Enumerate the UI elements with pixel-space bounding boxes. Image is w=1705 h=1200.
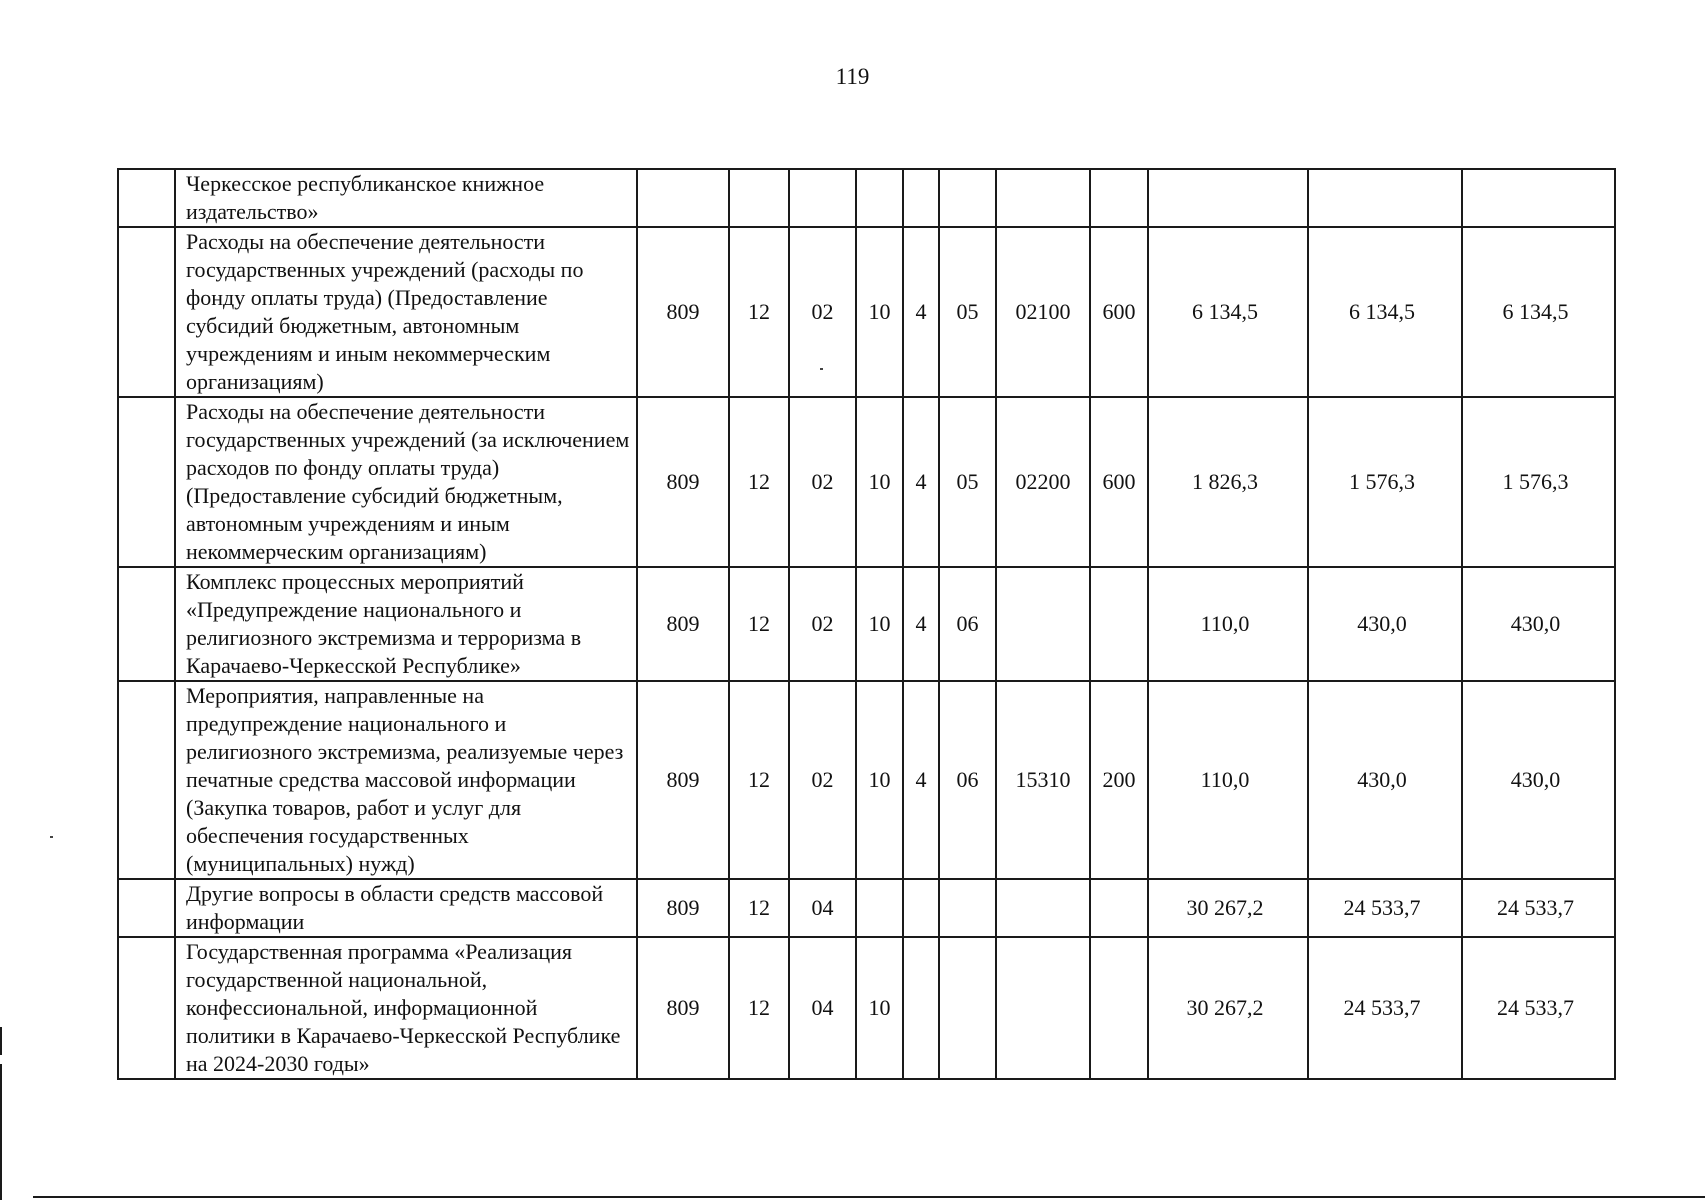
vr-code-cell: 600 [1090,397,1148,567]
cs-subprogram-cell: 05 [939,397,996,567]
pr-code-cell: 04 [789,937,856,1079]
bottom-rule [33,1196,1705,1198]
amount-cell-3: 430,0 [1462,681,1615,879]
cs-type-cell [903,937,939,1079]
cs-type-cell [903,169,939,227]
cs-subprogram-cell: 06 [939,681,996,879]
gr-code-cell: 809 [637,681,729,879]
amount-cell-1 [1148,169,1308,227]
cs-direction-cell: 02100 [996,227,1090,397]
cs-direction-cell [996,169,1090,227]
amount-cell-3 [1462,169,1615,227]
table-row [118,397,1615,567]
cs-program-cell: 10 [856,227,903,397]
margin-line-upper [0,1027,2,1055]
cs-direction-cell [996,937,1090,1079]
cs-direction-cell [996,567,1090,681]
amount-cell-3: 1 576,3 [1462,397,1615,567]
amount-cell-2: 430,0 [1308,681,1462,879]
row-number-cell [118,397,175,567]
scan-speck [820,368,823,370]
vr-code-cell [1090,879,1148,937]
amount-cell-2: 430,0 [1308,567,1462,681]
rz-code-cell: 12 [729,397,789,567]
row-number-cell [118,169,175,227]
cs-program-cell: 10 [856,681,903,879]
cs-type-cell [903,879,939,937]
amount-cell-3: 24 533,7 [1462,937,1615,1079]
rz-code-cell: 12 [729,681,789,879]
table-body [118,169,1615,1079]
cs-program-cell: 10 [856,567,903,681]
rz-code-cell: 12 [729,937,789,1079]
table-row [118,879,1615,937]
amount-cell-1: 110,0 [1148,567,1308,681]
cs-direction-cell [996,879,1090,937]
description-cell: Мероприятия, направленные на предупреждение национального и религиозного экстремизма, реализуемые через печатные средства массовой информации (Закупка товаров, работ и услуг для обеспечения государственных (муниципальных) нужд) [175,681,637,879]
cs-subprogram-cell: 06 [939,567,996,681]
amount-cell-3: 6 134,5 [1462,227,1615,397]
row-number-cell [118,681,175,879]
row-number-cell [118,937,175,1079]
cs-program-cell [856,169,903,227]
amount-cell-2: 24 533,7 [1308,937,1462,1079]
gr-code-cell: 809 [637,227,729,397]
pr-code-cell: 02 [789,567,856,681]
amount-cell-3: 430,0 [1462,567,1615,681]
rz-code-cell: 12 [729,879,789,937]
description-cell: Расходы на обеспечение деятельности государственных учреждений (расходы по фонду оплаты труда) (Предоставление субсидий бюджетным, автономным учреждениям и иным некоммерческим организациям) [175,227,637,397]
amount-cell-1: 6 134,5 [1148,227,1308,397]
cs-type-cell: 4 [903,567,939,681]
cs-subprogram-cell [939,169,996,227]
gr-code-cell: 809 [637,937,729,1079]
scan-speck [50,836,53,838]
description-cell: Расходы на обеспечение деятельности государственных учреждений (за исключением расходов по фонду оплаты труда) (Предоставление субсидий бюджетным, автономным учреждениям и иным некоммерческим организациям) [175,397,637,567]
cs-subprogram-cell [939,879,996,937]
table-row [118,681,1615,879]
amount-cell-1: 110,0 [1148,681,1308,879]
cs-program-cell: 10 [856,397,903,567]
cs-direction-cell: 02200 [996,397,1090,567]
vr-code-cell [1090,937,1148,1079]
pr-code-cell: 02 [789,397,856,567]
row-number-cell [118,879,175,937]
amount-cell-1: 30 267,2 [1148,937,1308,1079]
cs-direction-cell: 15310 [996,681,1090,879]
cs-type-cell: 4 [903,227,939,397]
rz-code-cell [729,169,789,227]
gr-code-cell [637,169,729,227]
cs-program-cell [856,879,903,937]
vr-code-cell [1090,567,1148,681]
amount-cell-3: 24 533,7 [1462,879,1615,937]
row-number-cell [118,227,175,397]
cs-subprogram-cell [939,937,996,1079]
description-cell: Государственная программа «Реализация государственной национальной, конфессиональной, информационной политики в Карачаево-Черкесской Республике на 2024-2030 годы» [175,937,637,1079]
vr-code-cell: 200 [1090,681,1148,879]
cs-type-cell: 4 [903,681,939,879]
amount-cell-2: 24 533,7 [1308,879,1462,937]
cs-subprogram-cell: 05 [939,227,996,397]
amount-cell-2: 6 134,5 [1308,227,1462,397]
vr-code-cell [1090,169,1148,227]
description-cell: Черкесское республиканское книжное издательство» [175,169,637,227]
amount-cell-1: 30 267,2 [1148,879,1308,937]
amount-cell-2: 1 576,3 [1308,397,1462,567]
pr-code-cell: 04 [789,879,856,937]
gr-code-cell: 809 [637,397,729,567]
gr-code-cell: 809 [637,567,729,681]
margin-line-lower [0,1064,2,1200]
pr-code-cell: 02 [789,681,856,879]
pr-code-cell [789,169,856,227]
table-row [118,169,1615,227]
cs-type-cell: 4 [903,397,939,567]
row-number-cell [118,567,175,681]
rz-code-cell: 12 [729,227,789,397]
table-row [118,937,1615,1079]
budget-table [117,168,1616,1080]
page-number: 119 [835,64,870,89]
gr-code-cell: 809 [637,879,729,937]
description-cell: Другие вопросы в области средств массовой информации [175,879,637,937]
amount-cell-2 [1308,169,1462,227]
rz-code-cell: 12 [729,567,789,681]
amount-cell-1: 1 826,3 [1148,397,1308,567]
vr-code-cell: 600 [1090,227,1148,397]
description-cell: Комплекс процессных мероприятий «Предупреждение национального и религиозного экстремизма и терроризма в Карачаево-Черкесской Республике» [175,567,637,681]
table-row [118,227,1615,397]
table-row [118,567,1615,681]
cs-program-cell: 10 [856,937,903,1079]
pr-code-cell: 02 [789,227,856,397]
